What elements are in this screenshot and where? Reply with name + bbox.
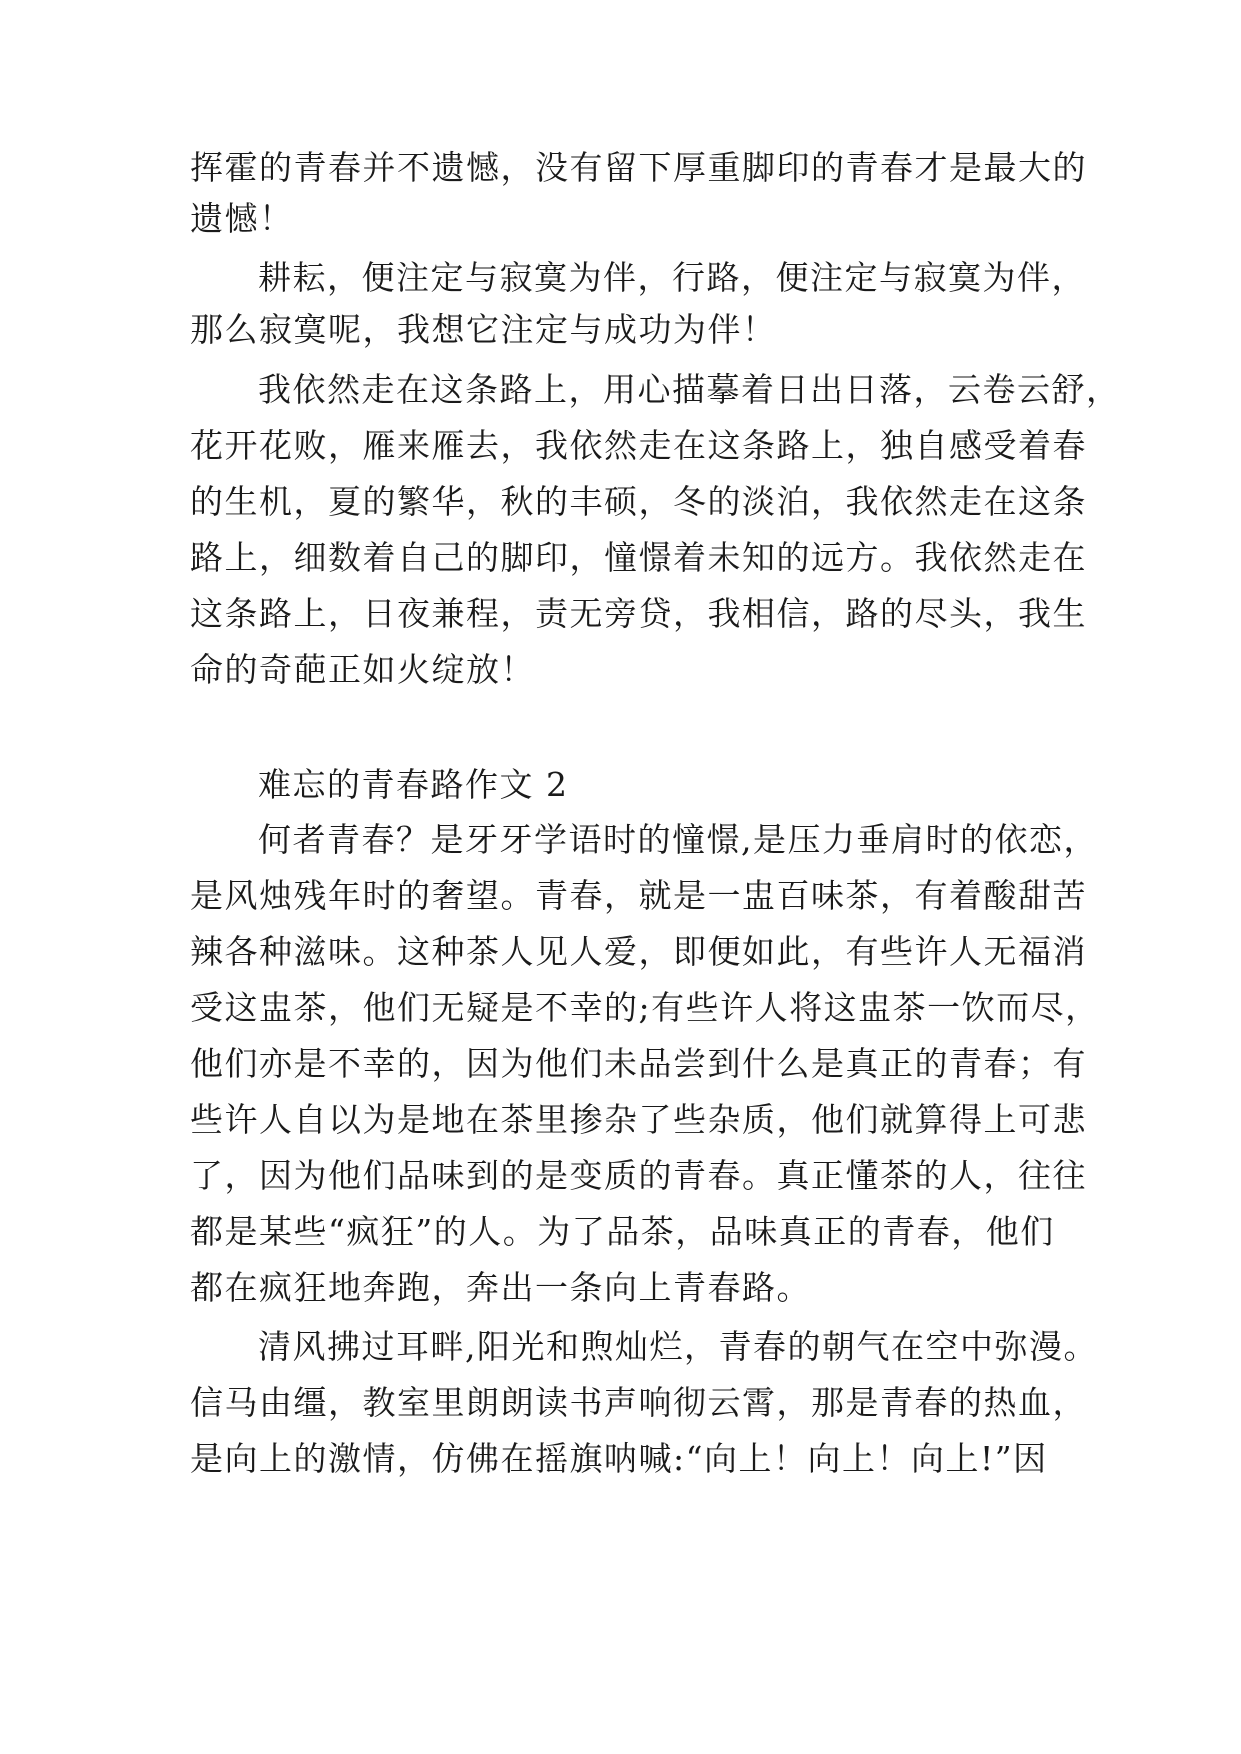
text-line: 路上，细数着自己的脚印，憧憬着未知的远方。我依然走在 bbox=[190, 538, 1087, 577]
text-line: 都在疯狂地奔跑，奔出一条向上青春路。 bbox=[190, 1268, 811, 1307]
text-line: 辣各种滋味。这种茶人见人爱，即便如此，有些许人无福消 bbox=[190, 932, 1087, 971]
text-line: 他们亦是不幸的，因为他们未品尝到什么是真正的青春；有 bbox=[190, 1044, 1087, 1083]
text-line: 是向上的激情，仿佛在摇旗呐喊:“向上！向上！向上!”因 bbox=[190, 1439, 1048, 1478]
section-heading: 难忘的青春路作文 2 bbox=[258, 765, 569, 804]
text-line: 那么寂寞呢，我想它注定与成功为伴！ bbox=[190, 310, 777, 349]
text-line: 些许人自以为是地在茶里掺杂了些杂质，他们就算得上可悲 bbox=[190, 1100, 1087, 1139]
text-line: 这条路上，日夜兼程，责无旁贷，我相信，路的尽头，我生 bbox=[190, 594, 1087, 633]
text-line: 清风拂过耳畔,阳光和煦灿烂，青春的朝气在空中弥漫。 bbox=[258, 1327, 1098, 1366]
text-line: 命的奇葩正如火绽放！ bbox=[190, 650, 535, 689]
text-line: 挥霍的青春并不遗憾，没有留下厚重脚印的青春才是最大的 bbox=[190, 148, 1087, 187]
text-line: 我依然走在这条路上，用心描摹着日出日落，云卷云舒， bbox=[258, 370, 1121, 409]
text-line: 遗憾！ bbox=[190, 199, 294, 238]
text-line: 的生机，夏的繁华，秋的丰硕，冬的淡泊，我依然走在这条 bbox=[190, 482, 1087, 521]
text-line: 花开花败，雁来雁去，我依然走在这条路上，独自感受着春 bbox=[190, 426, 1087, 465]
text-line: 何者青春？是牙牙学语时的憧憬,是压力垂肩时的依恋， bbox=[258, 820, 1098, 859]
text-line: 信马由缰，教室里朗朗读书声响彻云霄，那是青春的热血， bbox=[190, 1383, 1087, 1422]
text-line: 耕耘，便注定与寂寞为伴，行路，便注定与寂寞为伴， bbox=[258, 258, 1086, 297]
text-line: 了，因为他们品味到的是变质的青春。真正懂茶的人，往往 bbox=[190, 1156, 1087, 1195]
text-line: 都是某些“疯狂”的人。为了品茶，品味真正的青春，他们 bbox=[190, 1212, 1055, 1251]
text-line: 是风烛残年时的奢望。青春，就是一盅百味茶，有着酸甜苦 bbox=[190, 876, 1087, 915]
text-line: 受这盅茶，他们无疑是不幸的;有些许人将这盅茶一饮而尽， bbox=[190, 988, 1100, 1027]
